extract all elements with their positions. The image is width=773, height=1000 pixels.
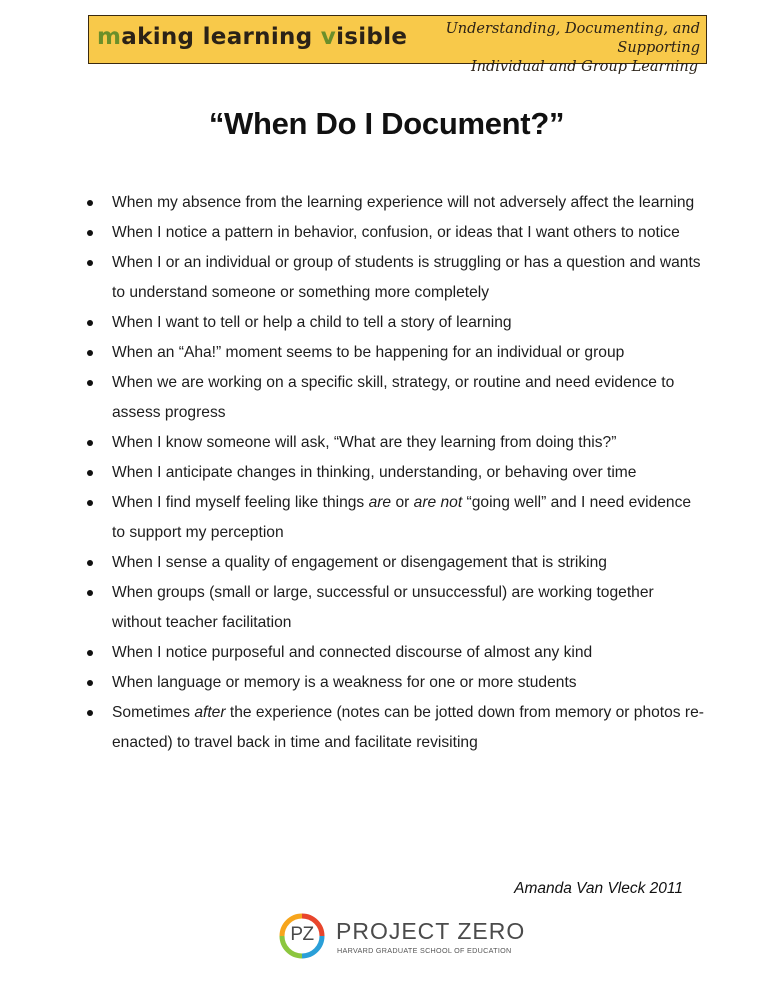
project-zero-subtitle: HARVARD GRADUATE SCHOOL OF EDUCATION bbox=[337, 946, 512, 955]
list-item bbox=[85, 338, 705, 368]
bullet-icon bbox=[87, 710, 93, 716]
logo-m-glyph: m bbox=[97, 24, 122, 50]
bullet-icon bbox=[87, 680, 93, 686]
list-item-text: When language or memory is a weakness for one or more students bbox=[112, 674, 577, 691]
list-item bbox=[85, 698, 705, 758]
tagline-line-2: Individual and Group Learning bbox=[470, 59, 698, 75]
list-item-text: When I anticipate changes in thinking, understanding, or behaving over time bbox=[112, 464, 637, 481]
logo-v-glyph: v bbox=[320, 24, 337, 50]
list-item-text-after: the experience (notes can be jotted down from memory or photos re-enacted) to travel back in time and facilitate revisiting bbox=[112, 704, 704, 751]
list-item bbox=[85, 248, 705, 308]
bullet-icon bbox=[87, 260, 93, 266]
tagline-line-1: Understanding, Documenting, and Supporting bbox=[445, 21, 700, 56]
list-item bbox=[85, 548, 705, 578]
emphasis-after: after bbox=[194, 704, 226, 721]
emphasis-are-not: are not bbox=[413, 494, 463, 511]
list-item-text: When I know someone will ask, “What are they learning from doing this?” bbox=[112, 434, 617, 451]
pz-mark-text: PZ bbox=[290, 924, 314, 945]
list-item bbox=[85, 218, 705, 248]
bullet-icon bbox=[87, 470, 93, 476]
list-item-text: When I notice purposeful and connected discourse of almost any kind bbox=[112, 644, 593, 661]
project-zero-name: PROJECT ZERO bbox=[336, 918, 526, 944]
banner-tagline bbox=[380, 20, 700, 77]
making-learning-visible-logo bbox=[97, 24, 407, 50]
bullet-icon bbox=[87, 590, 93, 596]
list-item-text-before: Sometimes bbox=[112, 704, 195, 721]
list-item bbox=[85, 668, 705, 698]
list-item bbox=[85, 458, 705, 488]
bullet-list bbox=[85, 188, 705, 758]
list-item-text: When we are working on a specific skill, strategy, or routine and need evidence to assess progress bbox=[112, 374, 675, 421]
author-credit: Amanda Van Vleck 2011 bbox=[514, 880, 683, 897]
list-item-text: When I or an individual or group of students is struggling or has a question and wants to understand someone or something more completely bbox=[112, 254, 701, 301]
list-item-text-mid: or bbox=[391, 494, 414, 511]
header-banner bbox=[88, 15, 707, 75]
page-title: “When Do I Document?” bbox=[208, 106, 565, 141]
bullet-icon bbox=[87, 560, 93, 566]
list-item-text: When I want to tell or help a child to tell a story of learning bbox=[112, 314, 512, 331]
bullet-icon bbox=[87, 650, 93, 656]
list-item-text: When I sense a quality of engagement or disengagement that is striking bbox=[112, 554, 607, 571]
list-item-text: When my absence from the learning experience will not adversely affect the learning bbox=[112, 194, 695, 211]
list-item bbox=[85, 368, 705, 428]
list-item-text-after: “going well” and I need evidence to support my perception bbox=[112, 494, 692, 541]
bullet-icon bbox=[87, 500, 93, 506]
list-item-text: When I notice a pattern in behavior, confusion, or ideas that I want others to notice bbox=[112, 224, 680, 241]
list-item bbox=[85, 638, 705, 668]
emphasis-are: are bbox=[368, 494, 392, 511]
logo-text-part2: isible bbox=[336, 24, 408, 50]
list-item-text: When an “Aha!” moment seems to be happening for an individual or group bbox=[112, 344, 625, 361]
bullet-icon bbox=[87, 380, 93, 386]
list-item bbox=[85, 428, 705, 458]
bullet-icon bbox=[87, 230, 93, 236]
bullet-icon bbox=[87, 440, 93, 446]
list-item bbox=[85, 578, 705, 638]
list-item bbox=[85, 308, 705, 338]
list-item-text-before: When I find myself feeling like things bbox=[112, 494, 369, 511]
list-item bbox=[85, 488, 705, 548]
logo-text-part1: aking learning bbox=[121, 24, 321, 50]
list-item bbox=[85, 188, 705, 218]
bullet-icon bbox=[87, 200, 93, 206]
bullet-icon bbox=[87, 320, 93, 326]
bullet-icon bbox=[87, 350, 93, 356]
list-item-text: When groups (small or large, successful or unsuccessful) are working together without teacher facilitation bbox=[112, 584, 654, 631]
project-zero-logo bbox=[279, 913, 526, 965]
